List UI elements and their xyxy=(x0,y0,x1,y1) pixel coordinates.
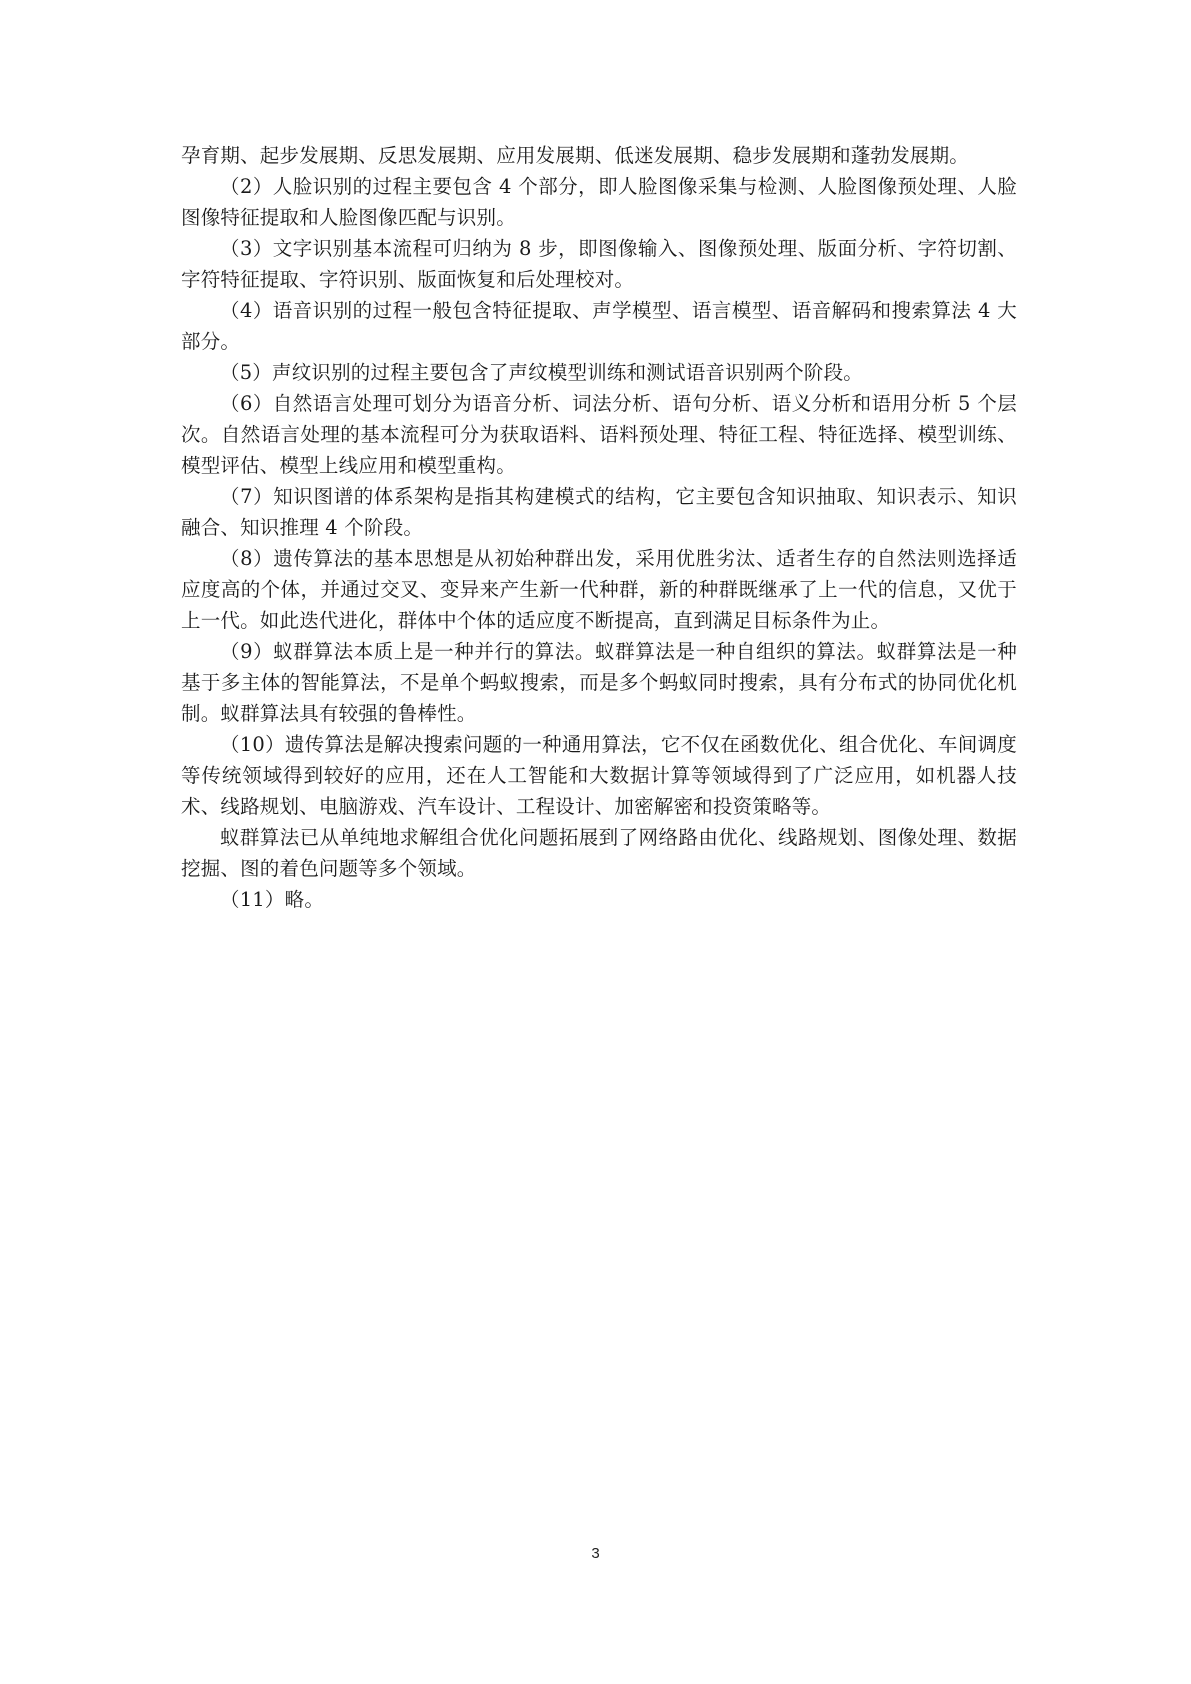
paragraph-ant-colony-applications: 蚁群算法已从单纯地求解组合优化问题拓展到了网络路由优化、线路规划、图像处理、数据挖掘、图的着色问题等多个领域。 xyxy=(181,826,1017,880)
paragraph-knowledge-graph: （7）知识图谱的体系架构是指其构建模式的结构，它主要包含知识抽取、知识表示、知识融合、知识推理 4 个阶段。 xyxy=(181,485,1017,539)
paragraph-genetic-applications: （10）遗传算法是解决搜索问题的一种通用算法，它不仅在函数优化、组合优化、车间调度等传统领域得到较好的应用，还在人工智能和大数据计算等领域得到了广泛应用，如机器人技术、线路规划、电脑游戏、汽车设计、工程设计、加密解密和投资策略等。 xyxy=(181,733,1017,818)
paragraph-genetic-algorithm: （8）遗传算法的基本思想是从初始种群出发，采用优胜劣汰、适者生存的自然法则选择适应度高的个体，并通过交叉、变异来产生新一代种群，新的种群既继承了上一代的信息，又优于上一代。如此迭代进化，群体中个体的适应度不断提高，直到满足目标条件为止。 xyxy=(181,547,1017,632)
paragraph-continuation: 孕育期、起步发展期、反思发展期、应用发展期、低迷发展期、稳步发展期和蓬勃发展期。 xyxy=(181,144,970,167)
paragraph-omitted: （11）略。 xyxy=(220,888,325,911)
paragraph-text-recognition: （3）文字识别基本流程可归纳为 8 步，即图像输入、图像预处理、版面分析、字符切割、字符特征提取、字符识别、版面恢复和后处理校对。 xyxy=(181,237,1017,291)
document-body xyxy=(181,140,1017,915)
paragraph-nlp: （6）自然语言处理可划分为语音分析、词法分析、语句分析、语义分析和语用分析 5 个层次。自然语言处理的基本流程可分为获取语料、语料预处理、特征工程、特征选择、模型训练、模型评估、模型上线应用和模型重构。 xyxy=(181,392,1017,477)
paragraph-voiceprint-recognition: （5）声纹识别的过程主要包含了声纹模型训练和测试语音识别两个阶段。 xyxy=(220,361,864,384)
page-number: 3 xyxy=(591,1545,600,1562)
paragraph-speech-recognition: （4）语音识别的过程一般包含特征提取、声学模型、语言模型、语音解码和搜索算法 4 大部分。 xyxy=(181,299,1017,353)
paragraph-face-recognition: （2）人脸识别的过程主要包含 4 个部分，即人脸图像采集与检测、人脸图像预处理、人脸图像特征提取和人脸图像匹配与识别。 xyxy=(181,175,1017,229)
paragraph-ant-colony: （9）蚁群算法本质上是一种并行的算法。蚁群算法是一种自组织的算法。蚁群算法是一种基于多主体的智能算法，不是单个蚂蚁搜索，而是多个蚂蚁同时搜索，具有分布式的协同优化机制。蚁群算法具有较强的鲁棒性。 xyxy=(181,640,1017,725)
